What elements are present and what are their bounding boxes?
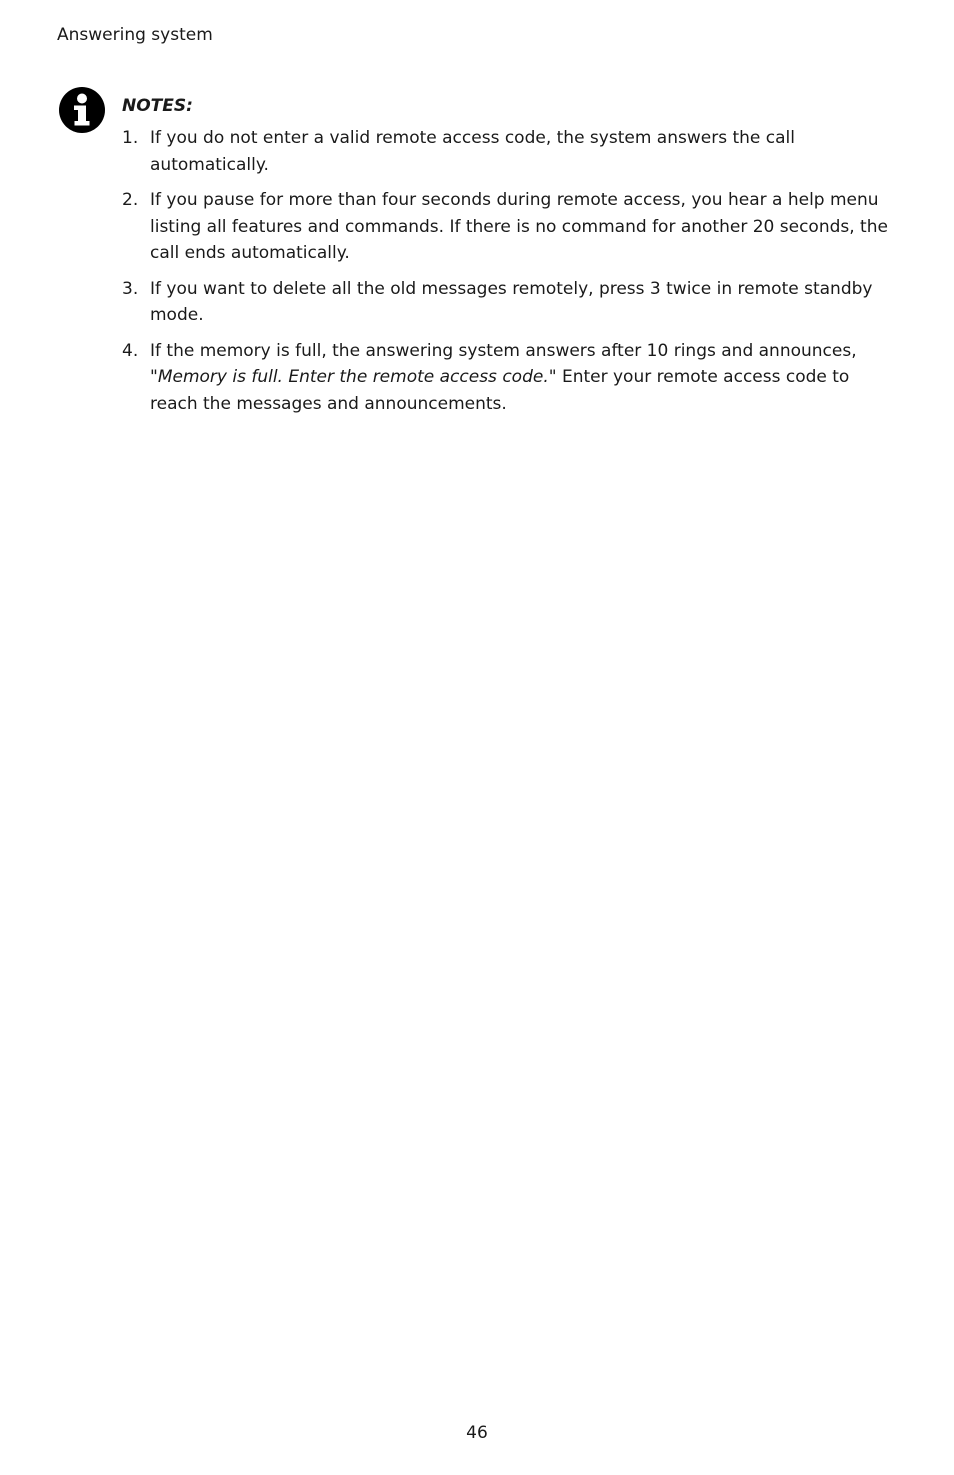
note-number: 4. [122,340,139,361]
note-number: 1. [122,128,139,148]
note-text: If you pause for more than four seconds during remote access, you hear a help menu listing all features and commands. If there is no command for another 20 seconds, the call ends automatically. [150,190,888,263]
note-item [122,276,892,329]
section-header: Answering system [57,25,213,45]
note-number: 2. [122,190,139,210]
note-text [150,338,892,418]
note-item [122,187,892,267]
note-text: If you want to delete all the old messages remotely, press 3 twice in remote standby mode. [150,278,873,325]
info-icon [58,86,106,134]
note-text-end: Enter your remote access code to reach the messages and announcements. [150,367,850,414]
announcement-quote: "Memory is full. Enter the remote access code." [150,367,557,387]
notes-heading: NOTES: [122,96,193,116]
notes-block [122,95,892,426]
note-text-start: If the memory is full, the answering system answers after 10 rings and announces, [150,340,857,361]
note-number: 3. [122,278,139,299]
note-text: If you do not enter a valid remote access code, the system answers the call automatically. [150,128,795,175]
page-number: 46 [466,1423,488,1443]
notes-list [122,125,892,417]
note-item [122,125,892,178]
note-item [122,338,892,418]
